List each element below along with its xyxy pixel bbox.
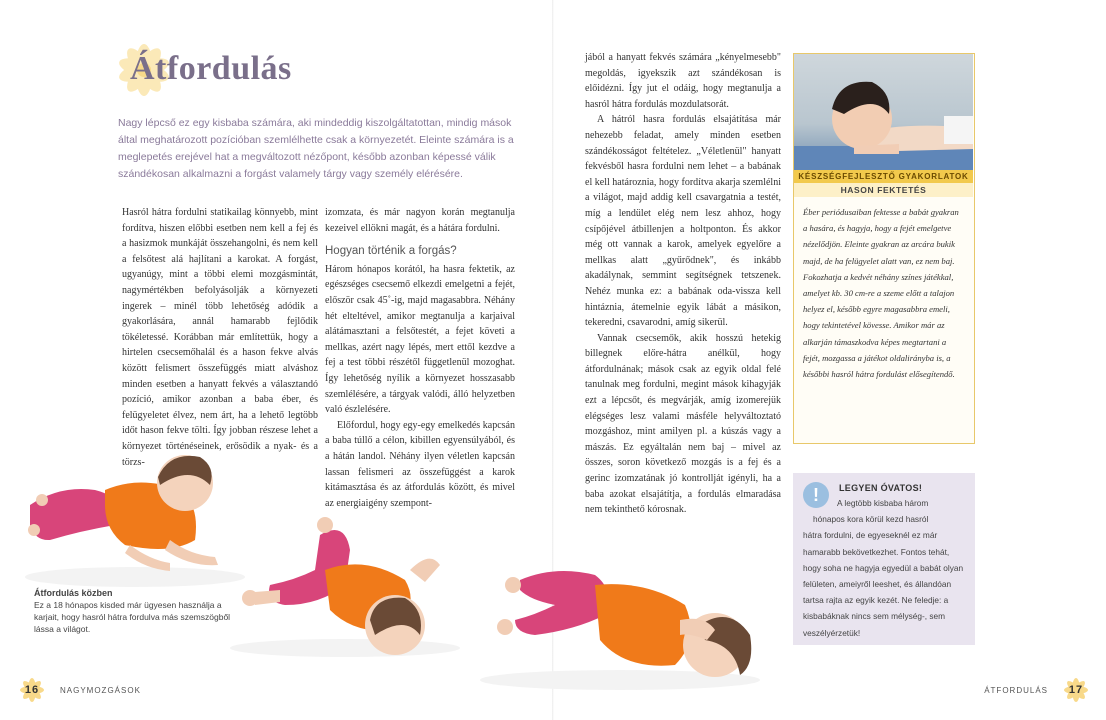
intro-paragraph: Nagy lépcső ez egy kisbaba számára, aki mindeddig kiszolgáltatottan, mindig mások által meghatározott pozícióban szemlélhette csak a környezetét. Eleinte számára is a meglepetés erejével hat a megváltozott nézőpont, később azonban képessé válik szándékosan alkalmazni a forgást valamely tárgy vagy személy elérésére. [118, 117, 514, 180]
baby-photo-2 [225, 510, 465, 660]
warning-title: LEGYEN ÓVATOS! [839, 483, 923, 493]
body-paragraph: A hátról hasra fordulás elsajátítása már nehezebb feladat, amely minden esetben szándékosságot feltételez. „Véletlenül" hanyatt fekvésből hasra fordulni nem lehet – a babának el kell határoznia, hogy fordítva akarja szemlélni a világot, majd addig kell csavargatnia a testét, míg a lendület elég nem lesz ahhoz, hogy csípőjével átbillenjen a holtponton. És akkor még ott vannak a karok, amelyek egyelőre a mellkas alatt „gyűrődnek", és inkább akadálynak, semmint segítségnek tetszenek. Nehéz munka ez: a babának oda-vissza kell hintáznia, átemelnie egyik lábát a másikon, tekeredni, csavarodni, amíg sikerül. [585, 114, 781, 329]
footer-section-label: NAGYMOZGÁSOK [60, 685, 141, 695]
body-paragraph: Három hónapos korától, ha hasra fektetik, az egészséges csecsemő elkezdi emelgetni a fejét, először csak 45˚-ig, majd magasabbra. Néhány hét elteltével, amikor megtanulja a karjaival alátámasztani a felsőtestét, a fejet követi a mellkas, azért nagy lépés, mert ettől kezdve a fej a test többi részétől függetlenül mozoghat. Így lehetőség nyílik a környezet hosszasabb szemlélésére, a tárgyak valódi, álló helyzetben való észlelésére. [325, 263, 515, 416]
warning-lead: A legtöbb kisbaba három [837, 498, 929, 508]
warning-indent: hónapos kora körül kezd hasról [813, 514, 929, 525]
section-heading: Hogyan történik a forgás? [325, 245, 457, 258]
page-number-text: 16 [24, 684, 40, 696]
exercise-box [793, 53, 975, 444]
body-paragraph: Hasról hátra fordulni statikailag könnyebb, mint fordítva, hiszen előbbi esetben nem kell a fej és a hasizmok munkáját összehangolni, és nem kell a felsőtest alá hajlítani a karokat. A forgást, ugyanúgy, mint a többi elemi mozgásmintát, nagymértékben befolyásolják a környezeti ingerek – minél több lehetőség adódik a gyakorlására, annál hamarabb fejlődik tökéletessé. Korábban már említettük, hogy a hirtelen csecsemőhalál és a hason fekve alvás között felismert összefüggés miatt alváshoz minden esetben a hanyatt fekvés a választandó pozíció, amikor azonban a baba éber, és felügyeletet élvez, nem árt, ha a lehető legtöbb időt hason fekve tölti. Így jobban részese lehet a környezet történéseinek, erősödik a nyak- és a törzs- [122, 207, 318, 468]
text-column-2 [325, 205, 515, 511]
footer-left [20, 678, 141, 702]
exercise-text: Éber periódusaiban fektesse a babát gyakran a hasára, és hagyja, hogy a fejét emelgetve nézelődjön. Eleinte gyakran az arcára bukik majd, de ha felügyelet alatt van, ez nem baj. Fokozhatja a kedvét néhány színes játékkal, amelyet kb. 30 cm-re a szeme előtt a talajon helyez el, később egyre magasabbra emeli, hogy tekintetével kövesse. Amikor már az alkarján támaszkodva képes megtartani a fejét, mozgassa a játékot oldalirányba is, a későbbi hasról hátra fordulást elősegítendő. [803, 207, 959, 380]
warning-text [803, 495, 967, 641]
body-paragraph: Vannak csecsemők, akik hosszú hetekig billegnek előre-hátra anélkül, hogy átfordulnának; mások csak az egyik oldal felé tanulnak meg fordulni, megint mások kihagyják ezt a lépcsőt, és megvárják, amíg izomerejük elégséges lesz valami másféle helyváltoztató mozgáshoz, mint amilyen pl. a kúszás vagy a mászás. Ez egyáltalán nem baj – mivel az összes, soron következő mozgás is a fej és a gerinc izomzatának jó kontrollját igényli, ha a baba azokat elsajátítja, a fordulás elmaradása nem tekinthető kórosnak. [585, 332, 781, 516]
exclamation-icon: ! [803, 482, 829, 508]
baby-photo-3 [475, 545, 765, 695]
caption-title: Átfordulás közben [34, 588, 113, 598]
footer-chapter-label: ÁTFORDULÁS [984, 685, 1048, 695]
warning-body: hátra fordulni, de egyeseknél ez már hamarabb bekövetkezhet. Fontos tehát, hogy soha ne hagyja egyedül a babát olyan felületen, ameiyről leeshet, és állandóan tartsa rajta az egyik kezét. Ne feledje: a kisbabáknak nincs sem mélység-, sem veszélyérzetük! [803, 530, 964, 638]
caption-text: Ez a 18 hónapos kisded már ügyesen használja a karjait, hogy hasról hátra fordulva más szemszögből lássa a világot. [34, 600, 231, 634]
exercise-band-title: KÉSZSÉGFEJLESZTŐ GYAKORLATOK [794, 170, 973, 183]
text-column-3 [585, 50, 781, 518]
text-column-1 [122, 205, 318, 470]
baby-photo-1 [20, 445, 250, 590]
page-number-text: 17 [1068, 684, 1084, 696]
exercise-subtitle: HASON FEKTETÉS [794, 183, 973, 197]
footer-right [984, 678, 1088, 702]
photo-caption [34, 587, 234, 635]
exercise-photo [794, 54, 973, 170]
warning-box [793, 473, 975, 645]
baby-on-tummy-image [794, 54, 973, 170]
page-number-left [20, 678, 44, 702]
body-paragraph: jából a hanyatt fekvés számára „kényelmesebb" megoldás, igyekszik azt szándékosan is előidézni. Így jut el odáig, hogy megtanulja a hasról hátra fordulás mozdulatsorát. [585, 52, 781, 110]
body-paragraph: izomzata, és már nagyon korán megtanulja kezeivel ellökni magát, és a hátára fordulni. [325, 207, 515, 234]
page-title: Átfordulás [130, 50, 292, 87]
body-paragraph: Előfordul, hogy egy-egy emelkedés kapcsán a baba túllő a célon, kibillen egyensúlyából, és a hátán landol. Néhány ilyen véletlen kapcsán lassan felismeri az összefüggést a karok kitámasztása és az átfordulás között, és mivel az energiaigény szempont- [325, 419, 515, 509]
page-number-right [1064, 678, 1088, 702]
